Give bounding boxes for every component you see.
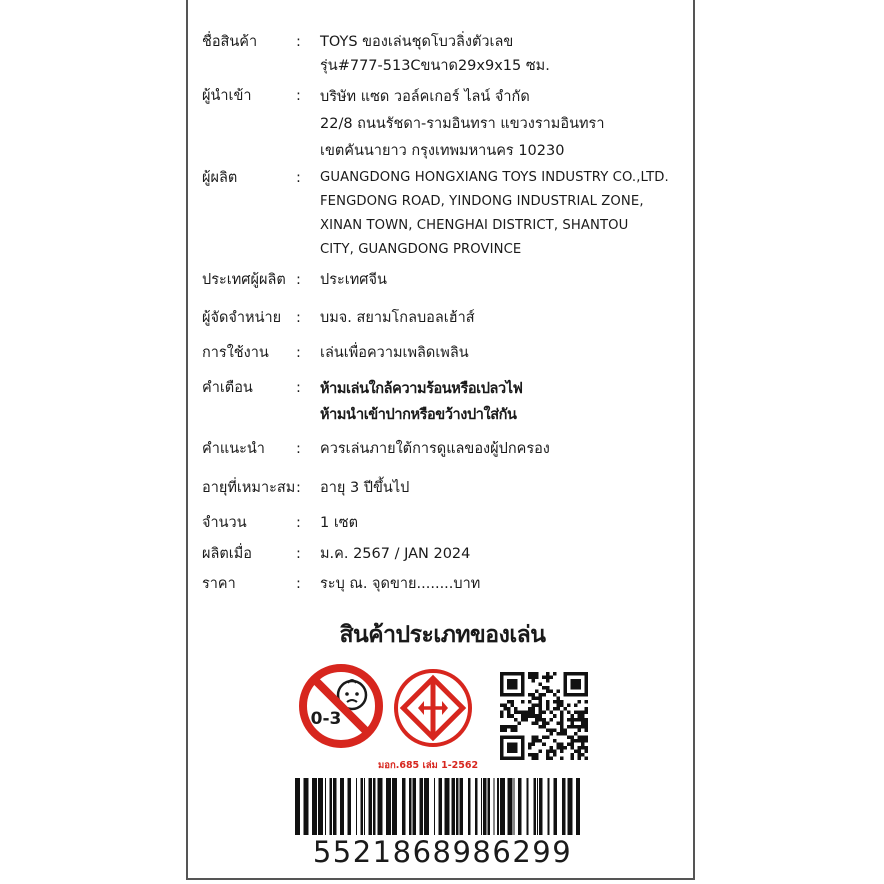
field-key: ผู้นำเข้า: [202, 88, 252, 104]
field-value: เล่นเพื่อความเพลิดเพลิน: [320, 345, 469, 361]
field-value: ระบุ ณ. จุดขาย........บาท: [320, 576, 481, 592]
tis-standard-caption: มอก.685 เล่ม 1-2562: [378, 760, 479, 771]
field-colon: :: [296, 546, 301, 562]
field-colon: :: [296, 88, 301, 104]
field-key: จำนวน: [202, 515, 247, 531]
field-value: บมจ. สยามโกลบอลเฮ้าส์: [320, 310, 475, 326]
field-value: ควรเล่นภายใต้การดูแลของผู้ปกครอง: [320, 441, 550, 457]
field-colon: :: [296, 170, 301, 186]
field-value: ประเทศจีน: [320, 272, 387, 288]
field-value: 1 เซต: [320, 515, 359, 531]
field-key: ชื่อสินค้า: [202, 34, 258, 50]
field-colon: :: [296, 515, 301, 531]
field-key: การใช้งาน: [202, 345, 269, 361]
barcode-icon: [295, 778, 583, 835]
qr-code-icon: [500, 672, 588, 760]
field-key: คำแนะนำ: [202, 441, 265, 457]
product-label: [186, 0, 695, 880]
field-key: คำเตือน: [202, 380, 253, 396]
no-under-3-icon: [298, 663, 384, 749]
field-colon: :: [296, 441, 301, 457]
field-colon: :: [296, 480, 301, 496]
field-key: ผลิตเมื่อ: [202, 546, 253, 562]
barcode-number: 5521868986299: [312, 835, 573, 869]
field-key: ผู้ผลิต: [202, 170, 238, 186]
field-colon: :: [296, 576, 301, 592]
field-key: อายุที่เหมาะสม: [202, 480, 296, 496]
field-value: ม.ค. 2567 / JAN 2024: [320, 546, 471, 562]
field-value: บริษัท แซด วอล์คเกอร์ ไลน์ จำกัด 22/8 ถนนรัชดา-รามอินทรา แขวงรามอินทรา เขตคันนายาว กรุงเทพมหานคร 10230: [320, 89, 605, 159]
field-colon: :: [296, 345, 301, 361]
field-value: อายุ 3 ปีขึ้นไป: [320, 480, 410, 496]
field-colon: :: [296, 272, 301, 288]
field-value: TOYS ของเล่นชุดโบวลิ่งตัวเลข รุ่น#777-513Cขนาด29x9x15 ซม.: [320, 34, 550, 74]
field-value: ห้ามเล่นใกล้ความร้อนหรือเปลวไฟ ห้ามนำเข้าปากหรือขว้างปาใส่กัน: [320, 381, 523, 423]
field-value: GUANGDONG HONGXIANG TOYS INDUSTRY CO.,LTD. FENGDONG ROAD, YINDONG INDUSTRIAL ZONE, XINAN TOWN, CHENGHAI DISTRICT, SHANTOU CITY, GUANGDONG PROVINCE: [320, 170, 669, 257]
field-key: ประเทศผู้ผลิต: [202, 272, 286, 288]
age-icon-text: 0-3: [310, 709, 342, 729]
tis-mark-icon: [392, 667, 474, 749]
product-category-heading: สินค้าประเภทของเล่น: [339, 622, 546, 648]
field-colon: :: [296, 380, 301, 396]
field-key: ผู้จัดจำหน่าย: [202, 310, 282, 326]
field-key: ราคา: [202, 576, 236, 592]
field-colon: :: [296, 34, 301, 50]
field-colon: :: [296, 310, 301, 326]
